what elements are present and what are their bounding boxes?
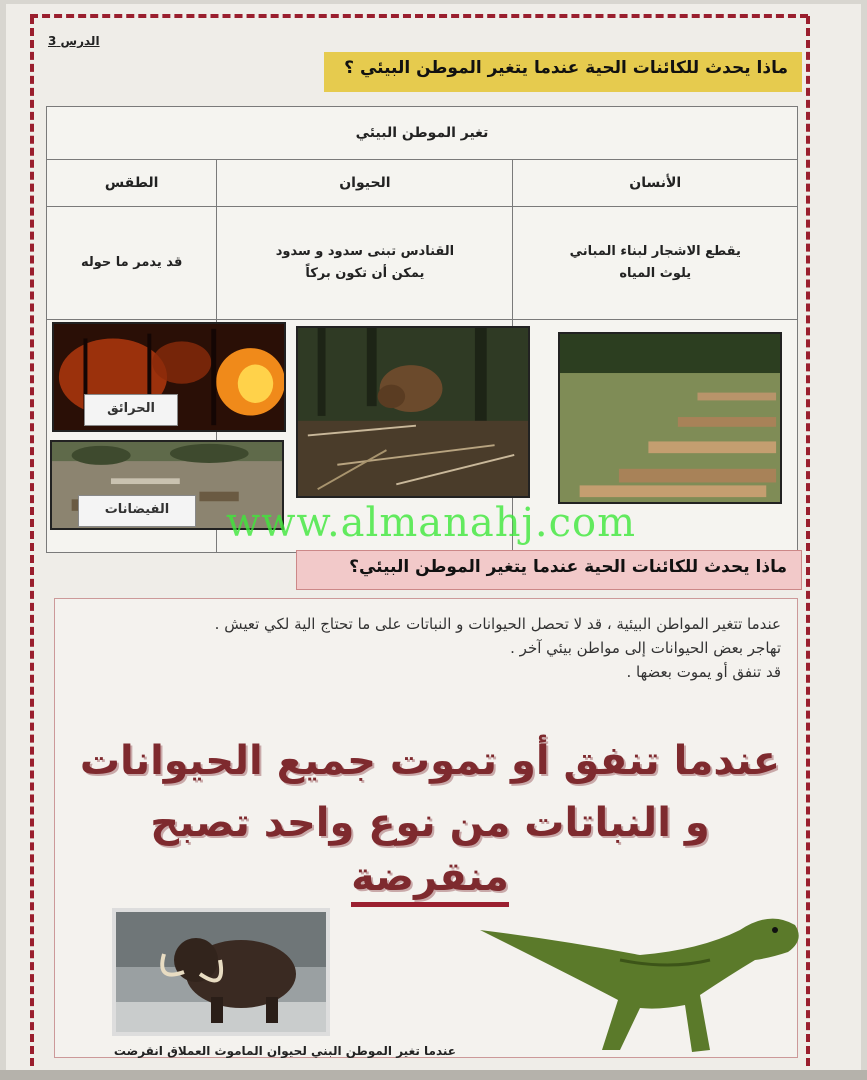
- watermark-text: www.almanahj.com: [226, 500, 637, 546]
- column-header-weather: الطقس: [47, 160, 217, 207]
- question-banner-2: ماذا يحدث للكائنات الحية عندما يتغير الموطن البيئي؟: [296, 550, 802, 590]
- extinct-word: منقرضة: [351, 854, 509, 907]
- explanation-text: [81, 612, 781, 684]
- animal-line-2: يمكن أن تكون بركاً: [305, 266, 425, 281]
- mammoth-photo: [112, 908, 330, 1036]
- animal-line-1: القنادس تبنى سدود و سدود: [275, 244, 455, 259]
- mammoth-caption: عندما تغير الموطن البني لحيوان الماموث العملاق انقرضت: [113, 1044, 456, 1058]
- lesson-label: الدرس 3: [48, 34, 100, 48]
- cell-animal-description: [217, 207, 513, 320]
- dashed-border-left: [30, 16, 34, 1066]
- bottom-edge: [0, 1070, 867, 1080]
- beaver-dam-photo: [296, 326, 530, 498]
- headline-line-1: عندما تنفق أو تموت جميع الحيوانات: [79, 738, 781, 784]
- dinosaur-image: [470, 900, 806, 1060]
- column-header-animal: الحيوان: [217, 160, 513, 207]
- explanation-line-1: عندما تتغير المواطن البيئية ، قد لا تحصل الحيوانات و النباتات على ما تحتاج الية لكي تعيش .: [214, 615, 781, 633]
- headline-line-2: و النباتات من نوع واحد تصبح: [150, 800, 710, 846]
- explanation-line-3: قد تنفق أو يموت بعضها .: [626, 663, 781, 681]
- dashed-border-top: [30, 14, 808, 18]
- cell-human-description: [513, 207, 798, 320]
- table-title: تغير الموطن البيئي: [47, 107, 798, 160]
- cell-weather-description: [47, 207, 217, 320]
- human-line-2: يلوث المياه: [619, 266, 692, 281]
- weather-line-1: قد يدمر ما حوله: [80, 255, 183, 270]
- floods-caption: الفيضانات: [78, 495, 196, 527]
- explanation-line-2: تهاجر بعض الحيوانات إلى مواطن بيئي آخر .: [510, 639, 781, 657]
- dashed-border-right: [806, 16, 810, 1066]
- human-line-1: يقطع الاشجار لبناء المباني: [569, 244, 741, 259]
- column-header-human: الأنسان: [513, 160, 798, 207]
- question-banner-1: ماذا يحدث للكائنات الحية عندما يتغير الموطن البيئي ؟: [324, 52, 802, 92]
- fires-caption: الحرائق: [84, 394, 178, 426]
- headline-line-3: [70, 850, 790, 904]
- cut-logs-photo: [558, 332, 782, 504]
